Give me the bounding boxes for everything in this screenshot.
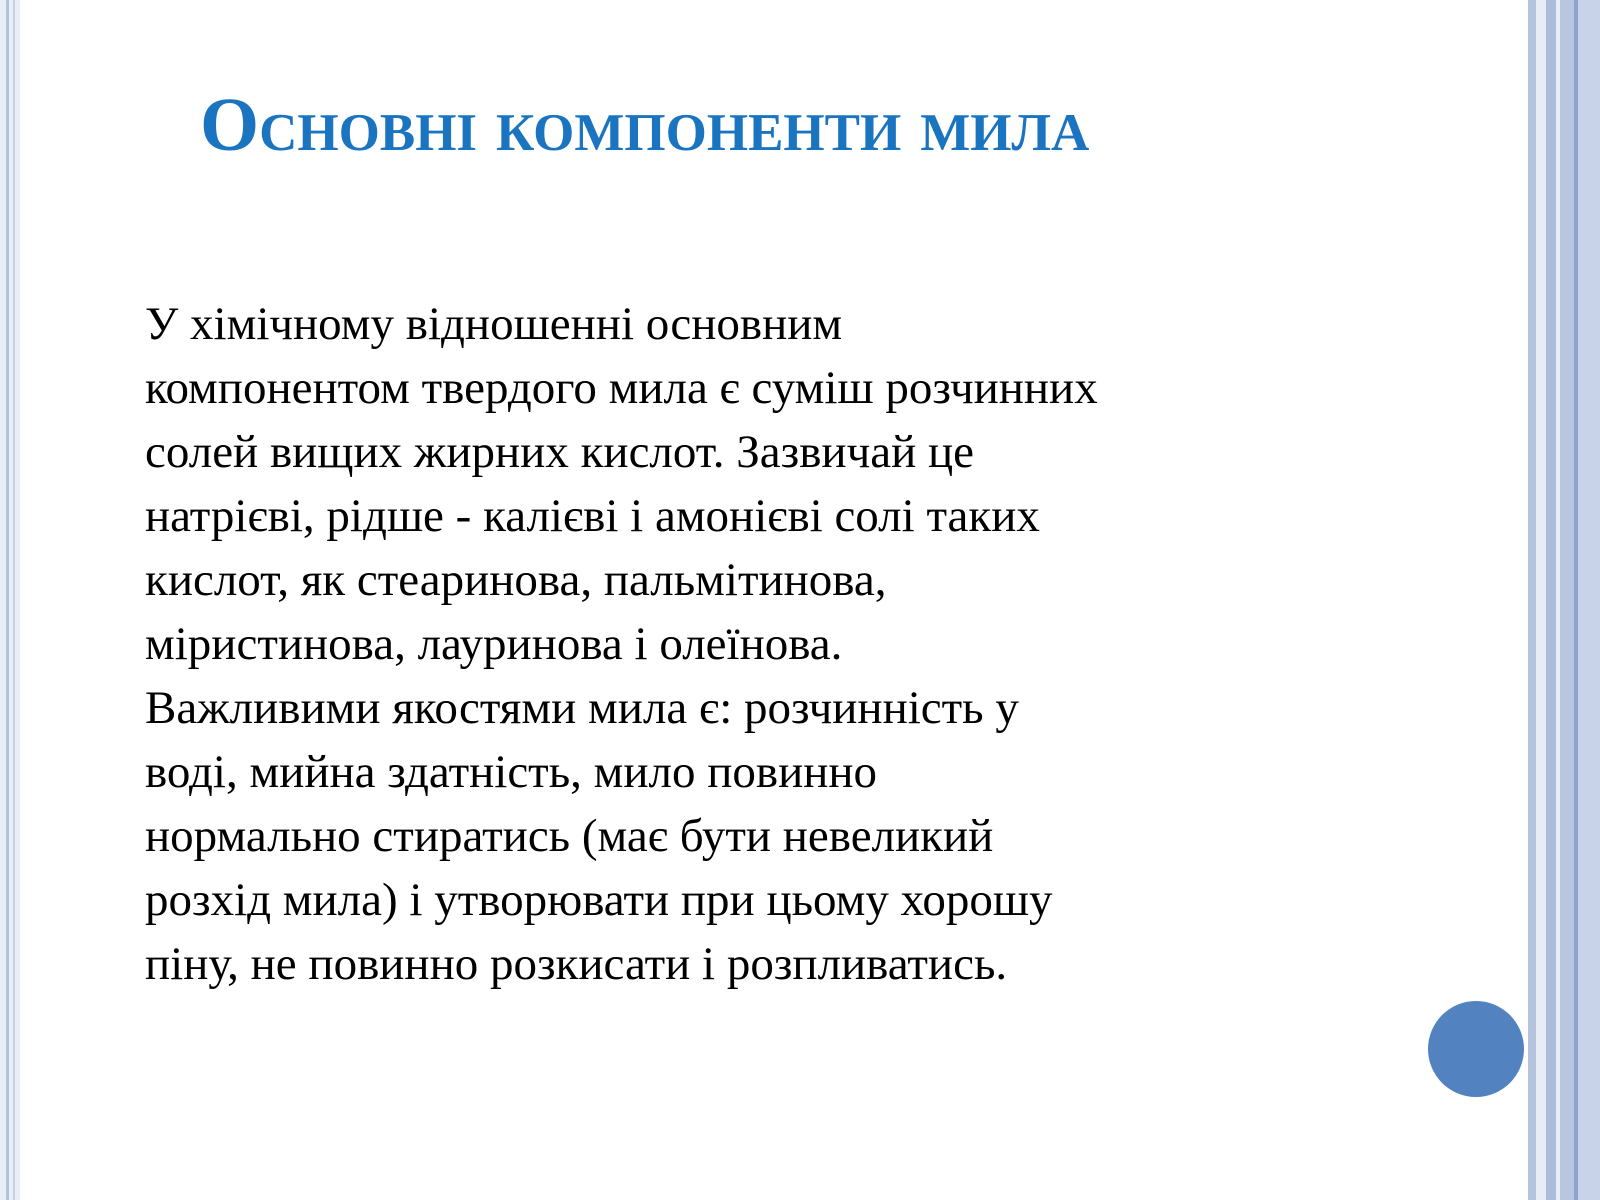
right-border-decoration <box>1528 0 1600 1200</box>
body-line: нормально стиратись (має бути невеликий <box>145 810 994 862</box>
right-border-stripe <box>1546 0 1556 1200</box>
left-border-line <box>13 0 15 1200</box>
body-line: компонентом твердого мила є суміш розчинних <box>145 362 1098 414</box>
decorative-circle-icon <box>1428 1001 1524 1097</box>
right-border-stripe <box>1528 0 1536 1200</box>
body-line: Важливими якостями мила є: розчинність у <box>145 682 1019 734</box>
body-line: розхід мила) і утворювати при цьому хорошу <box>145 874 1053 926</box>
body-line: солей вищих жирних кислот. Зазвичай це <box>145 426 974 478</box>
body-line: піну, не повинно розкисати і розпливатись. <box>145 938 1008 990</box>
body-line: міристинова, лауринова і олеїнова. <box>145 618 843 670</box>
slide-title: Основні компоненти мила <box>200 83 1090 167</box>
body-line: У хімічному відношенні основним <box>145 298 843 350</box>
body-line: воді, мийна здатність, мило повинно <box>145 746 878 798</box>
left-border-decoration <box>0 0 20 1200</box>
right-border-stripe <box>1536 0 1546 1200</box>
body-line: кислот, як стеаринова, пальмітинова, <box>145 554 887 606</box>
slide-body <box>145 292 1395 996</box>
left-border-line <box>6 0 9 1200</box>
body-line: натрієві, рідше - калієві і амонієві солі таких <box>145 490 1040 542</box>
right-border-stripe <box>1578 0 1600 1200</box>
right-border-stripe <box>1560 0 1574 1200</box>
